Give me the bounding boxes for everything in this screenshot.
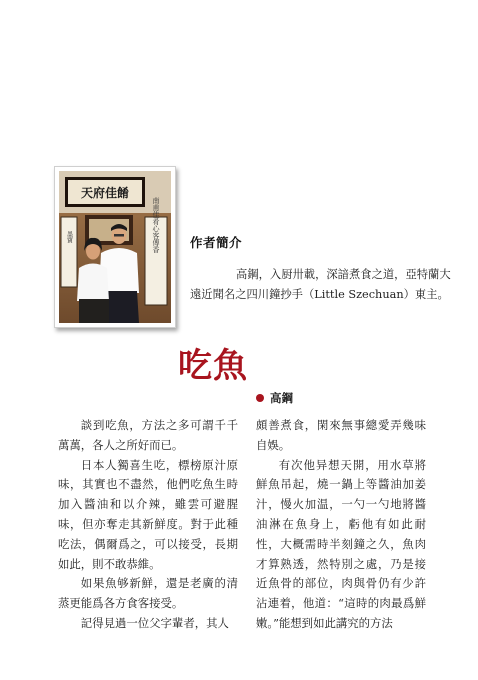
paragraph: 有次他异想天開，用水草將鮮魚吊起，燒一鍋上等醬油加姜汁，慢火加温，一勺一勺地將醬油淋在魚身上，虧他有如此耐性，大概需時半刻鐘之久，魚肉才算熟透，然特別之處，乃是接近魚骨的部位，肉與骨仍有少許沾連着，他道：“這時的肉最爲鮮嫩。”能想到如此講究的方法 xyxy=(256,457,426,630)
paragraph: 記得見過一位父字輩者，其人 xyxy=(80,615,229,630)
author-photo xyxy=(54,166,176,328)
right-column xyxy=(256,416,426,634)
sign-left: 墨寶 xyxy=(65,231,73,243)
byline xyxy=(256,390,293,406)
bio-line: 遠近聞名之四川鐘抄手（Little Szechuan）東主。 xyxy=(190,288,449,301)
sign-right: 南甫佳肴心客傳香 xyxy=(152,197,160,253)
bullet-dot-icon xyxy=(256,394,264,402)
author-name: 高鋼 xyxy=(270,391,293,405)
paragraph: 頗善煮食，閑來無事總愛弄幾味自娛。 xyxy=(256,418,426,452)
paragraph: 如果魚够新鮮，還是老廣的清蒸更能爲各方食客接受。 xyxy=(58,576,238,611)
paragraph: 談到吃魚，方法之多可謂千千萬萬，各人之所好而已。 xyxy=(58,418,238,452)
article-title: 吃魚 xyxy=(178,346,248,386)
sign-horizontal: 天府佳餚 xyxy=(80,186,130,200)
paragraph: 日本人獨喜生吃，標榜原汁原味，其實也不盡然，他們吃魚生時加入醬油和以介辣，雖雲可避腥味，但亦奪走其新鮮度。對于此種吃法，偶爾爲之，可以接受，長期如此，則不敢恭維。 xyxy=(58,457,238,571)
bio-line: 高鋼，入厨卅載，深諳煮食之道，亞特蘭大 xyxy=(236,268,451,281)
left-column xyxy=(58,416,238,634)
bio-text xyxy=(190,265,452,305)
author-photo-image xyxy=(59,171,171,323)
bio-title: 作者簡介 xyxy=(190,235,243,250)
